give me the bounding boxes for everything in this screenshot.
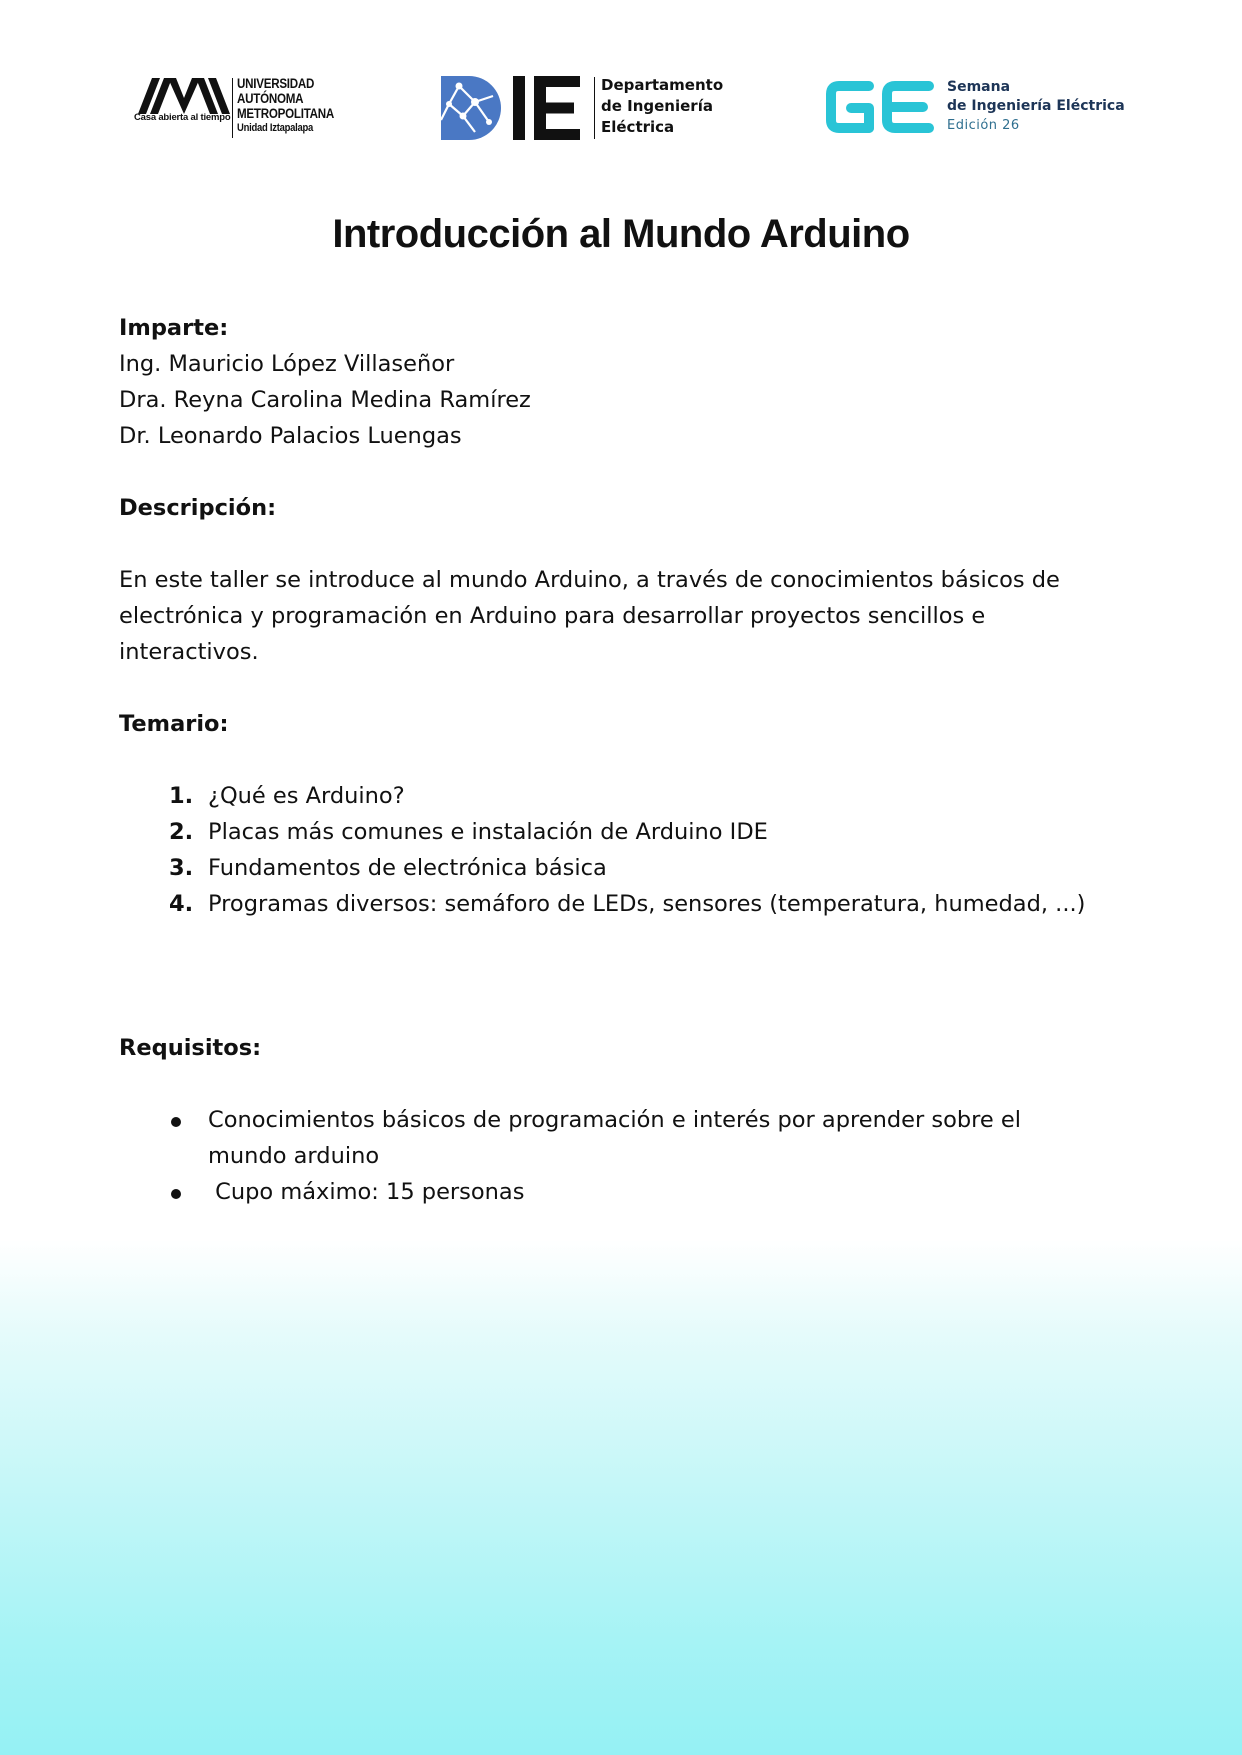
die-line-3: Eléctrica xyxy=(601,118,675,136)
die-emblem-icon xyxy=(441,76,583,140)
document-body xyxy=(119,310,1129,1210)
temario-section xyxy=(119,706,1129,922)
list-item xyxy=(119,886,1129,922)
uam-name xyxy=(237,76,334,135)
list-item-text: Fundamentos de electrónica básica xyxy=(208,855,607,881)
uam-line-2: AUTÓNOMA xyxy=(237,91,304,106)
spacer xyxy=(119,1066,1129,1102)
instructor-name: Dr. Leonardo Palacios Luengas xyxy=(119,423,462,449)
spacer xyxy=(119,670,1129,706)
descripcion-line: En este taller se introduce al mundo Arduino, a través de conocimientos básicos de xyxy=(119,567,1060,593)
list-item-text: Conocimientos básicos de programación e interés por aprender sobre el xyxy=(208,1107,1021,1133)
list-item-text: Programas diversos: semáforo de LEDs, sensores (temperatura, humedad, ...) xyxy=(208,891,1086,917)
sie-edition: Edición 26 xyxy=(947,118,1020,133)
descripcion-heading: Descripción: xyxy=(119,495,277,521)
list-item xyxy=(119,850,1129,886)
spacer xyxy=(119,742,1129,778)
page-title: Introducción al Mundo Arduino xyxy=(332,212,910,256)
list-item-text: ¿Qué es Arduino? xyxy=(208,783,405,809)
list-item xyxy=(119,778,1129,814)
list-number: 4. xyxy=(169,891,194,917)
list-item xyxy=(119,814,1129,850)
bullet-icon xyxy=(171,1117,181,1127)
bullet-icon xyxy=(171,1189,181,1199)
die-name xyxy=(601,75,723,138)
instructor-name: Ing. Mauricio López Villaseñor xyxy=(119,351,455,377)
imparte-section xyxy=(119,310,1129,454)
list-number: 2. xyxy=(169,819,194,845)
uam-line-1: UNIVERSIDAD xyxy=(237,76,315,91)
uam-motto: Casa abierta al tiempo xyxy=(134,112,231,123)
instructor-name: Dra. Reyna Carolina Medina Ramírez xyxy=(119,387,531,413)
list-number: 1. xyxy=(169,783,194,809)
uam-divider xyxy=(232,78,233,138)
imparte-heading: Imparte: xyxy=(119,315,229,341)
list-item xyxy=(119,1102,1129,1174)
uam-emblem-icon xyxy=(138,78,230,114)
die-logo xyxy=(441,76,731,140)
sie-line-2: de Ingeniería Eléctrica xyxy=(947,98,1125,114)
sie-emblem-icon xyxy=(825,80,937,134)
list-item-text: mundo arduino xyxy=(208,1143,380,1169)
temario-heading: Temario: xyxy=(119,711,229,737)
uam-logo xyxy=(134,76,344,140)
sie-line-1: Semana xyxy=(947,79,1011,95)
list-item xyxy=(119,1174,1129,1210)
list-number: 3. xyxy=(169,855,194,881)
requisitos-section xyxy=(119,1030,1129,1210)
list-item-text: Cupo máximo: 15 personas xyxy=(208,1179,525,1205)
descripcion-line: interactivos. xyxy=(119,639,259,665)
descripcion-line: electrónica y programación en Arduino para desarrollar proyectos sencillos e xyxy=(119,603,986,629)
spacer xyxy=(119,526,1129,562)
uam-line-4: Unidad Iztapalapa xyxy=(237,122,314,134)
spacer xyxy=(119,454,1129,490)
spacer xyxy=(119,922,1129,1030)
descripcion-section xyxy=(119,490,1129,670)
die-line-2: de Ingeniería xyxy=(601,97,713,115)
temario-list xyxy=(119,778,1129,922)
requisitos-list xyxy=(119,1102,1129,1210)
sie-name xyxy=(947,78,1125,135)
die-divider xyxy=(594,77,595,139)
uam-line-3: METROPOLITANA xyxy=(237,106,335,121)
sie-logo xyxy=(825,80,1130,136)
list-item-text: Placas más comunes e instalación de Arduino IDE xyxy=(208,819,768,845)
die-line-1: Departamento xyxy=(601,76,724,94)
requisitos-heading: Requisitos: xyxy=(119,1035,262,1061)
